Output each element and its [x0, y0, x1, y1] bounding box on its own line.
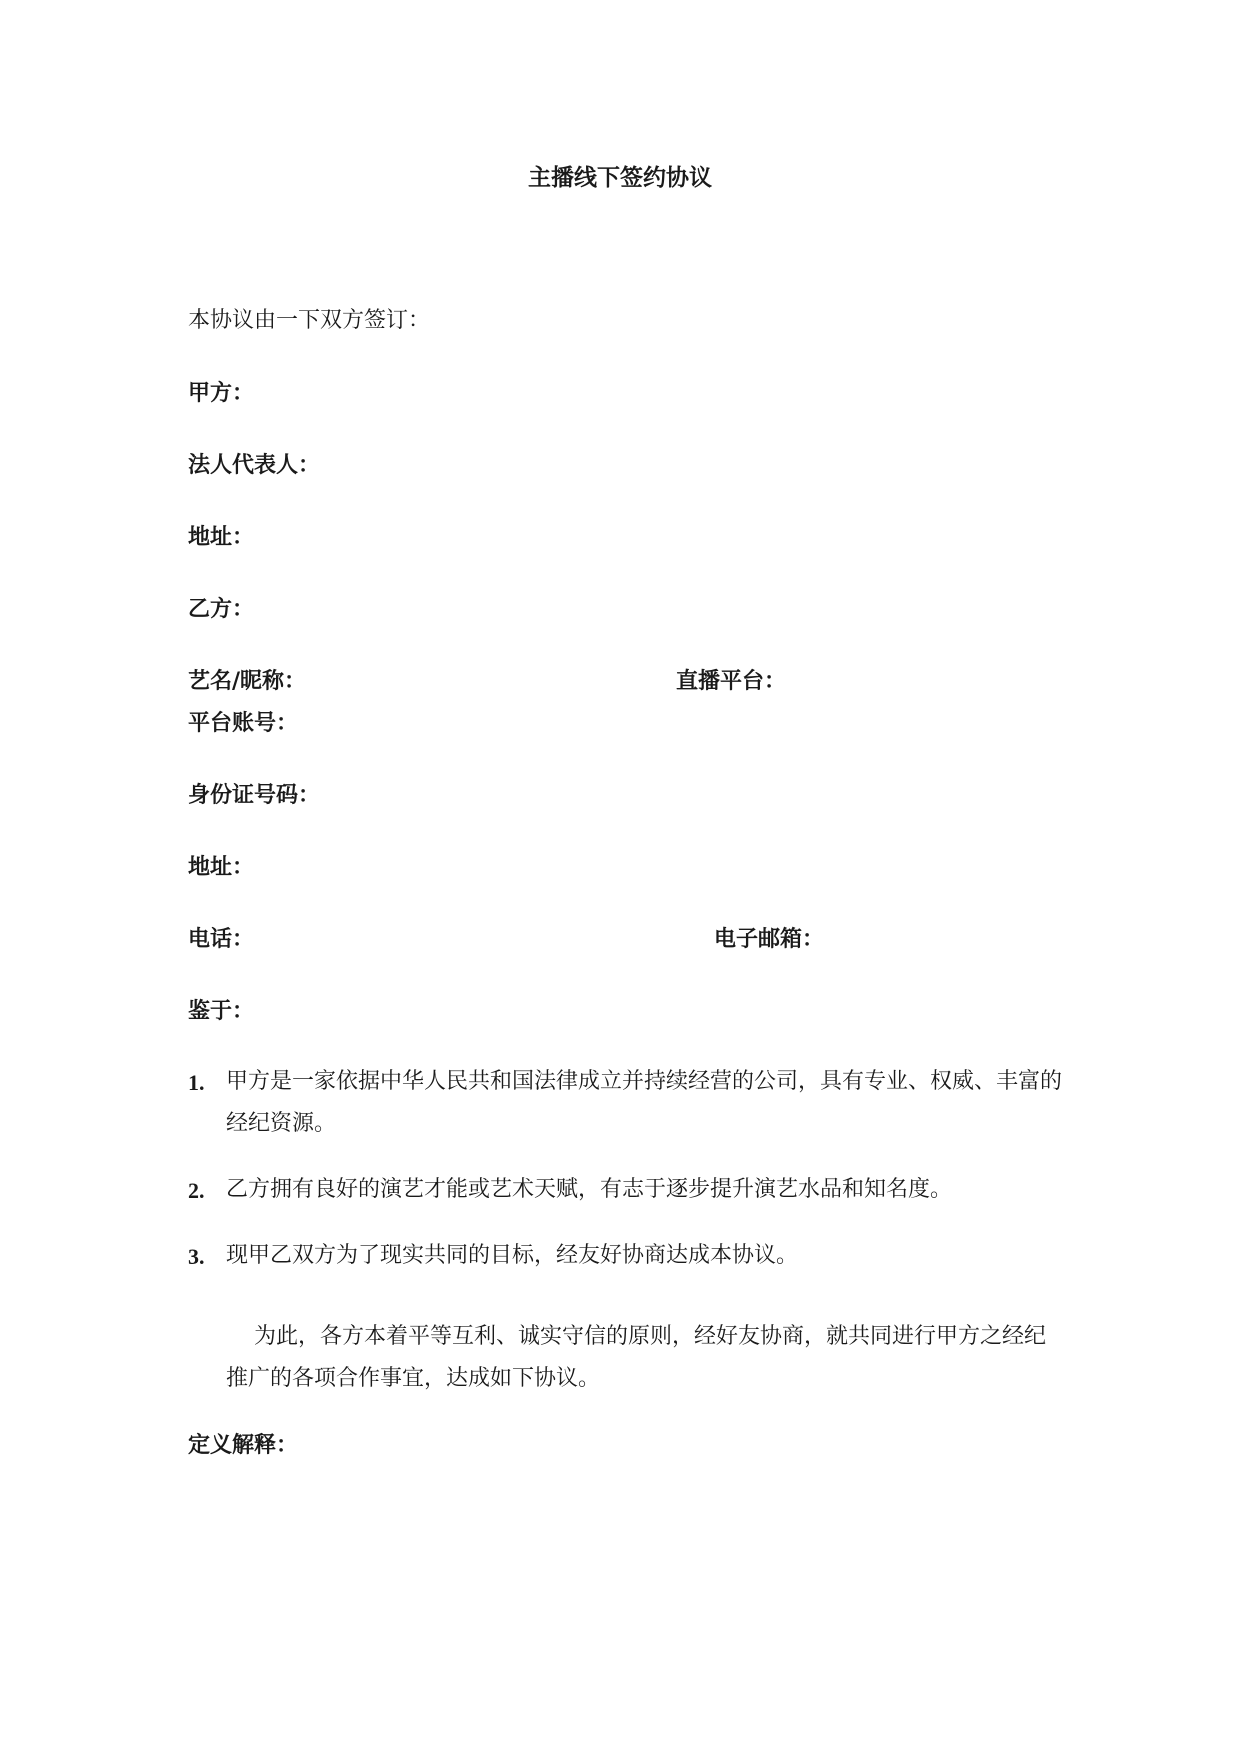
- preamble-paragraph: [226, 1316, 1046, 1400]
- stage-name-label: 艺名/昵称：: [188, 668, 307, 694]
- party-b-address-label: 地址：: [188, 854, 255, 880]
- party-a-address-label: 地址：: [188, 524, 255, 550]
- list-item-text: 现甲乙双方为了现实共同的目标，经友好协商达成本协议。: [226, 1243, 799, 1268]
- platform-label: 直播平台：: [676, 668, 787, 694]
- intro-text: 本协议由一下双方签订：: [188, 308, 431, 333]
- list-item-number: 2.: [188, 1178, 205, 1203]
- party-b-label: 乙方：: [188, 596, 255, 622]
- list-item-text: 乙方拥有良好的演艺才能或艺术天赋，有志于逐步提升演艺水品和知名度。: [226, 1177, 953, 1202]
- id-number-label: 身份证号码：: [188, 782, 321, 808]
- document-title: 主播线下签约协议: [528, 164, 712, 191]
- email-label: 电子邮箱：: [714, 926, 825, 952]
- legal-rep-label: 法人代表人：: [188, 452, 321, 478]
- preamble-text: 为此，各方本着平等互利、诚实守信的原则，经好友协商，就共同进行甲方之经纪推广的各项合作事宜，达成如下协议。: [226, 1324, 1047, 1391]
- phone-label: 电话：: [188, 926, 255, 952]
- account-label: 平台账号：: [188, 710, 299, 736]
- list-item-number: 1.: [188, 1070, 205, 1095]
- definitions-label: 定义解释：: [188, 1432, 299, 1458]
- party-a-label: 甲方：: [188, 380, 255, 406]
- whereas-label: 鉴于：: [188, 998, 255, 1024]
- list-item-number: 3.: [188, 1244, 205, 1269]
- list-item-text: 甲方是一家依据中华人民共和国法律成立并持续经营的公司，具有专业、权威、丰富的经纪资源。: [226, 1069, 1063, 1136]
